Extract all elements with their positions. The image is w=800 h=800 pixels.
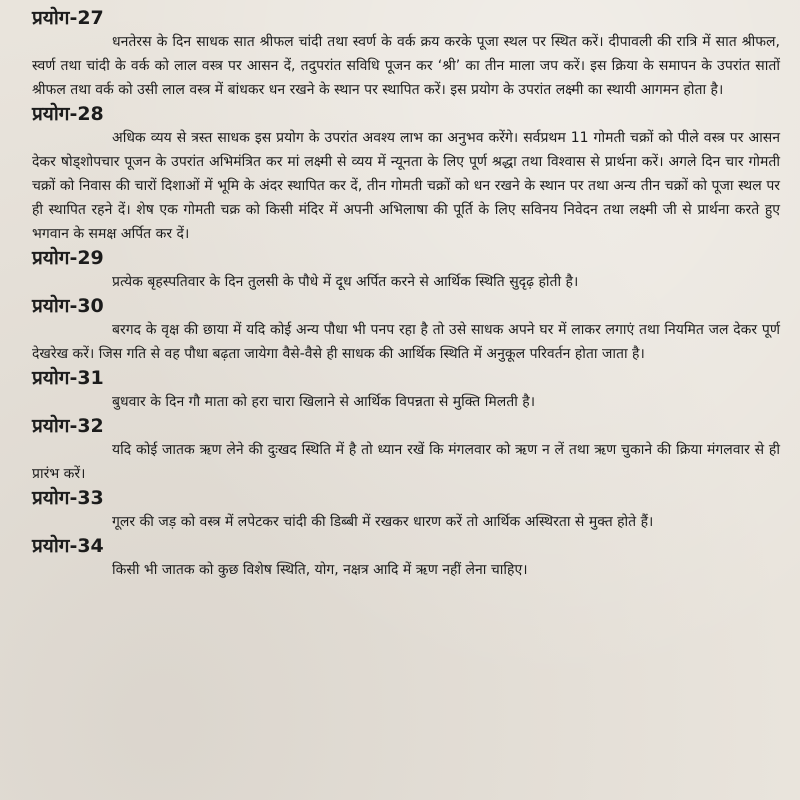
section-paragraph: किसी भी जातक को कुछ विशेष स्थिति, योग, नक्षत्र आदि में ऋण नहीं लेना चाहिए।: [112, 562, 528, 578]
section-prayog-28: [32, 102, 780, 246]
section-prayog-29: [32, 246, 780, 294]
section-heading: प्रयोग-29: [32, 247, 104, 269]
section-paragraph: अधिक व्यय से त्रस्त साधक इस प्रयोग के उपरांत अवश्य लाभ का अनुभव करेंगे। सर्वप्रथम 11 गोमती चक्रों को पीले वस्त्र पर आसन देकर षोड्शोपचार पूजन के उपरांत अभिमंत्रित कर मां लक्ष्मी से व्यय में न्यूनता के लिए पूर्ण श्रद्धा तथा विश्वास से प्रार्थना करें। अगले दिन चार गोमती चक्रों को निवास की चारों दिशाओं में भूमि के अंदर स्थापित कर दें, तीन गोमती चक्रों को धन रखने के स्थान पर तथा अन्य तीन चक्रों को पूजा स्थल पर ही स्थापित रहने दें। शेष एक गोमती चक्र को किसी मंदिर में अपनी अभिलाषा की पूर्ति के लिए सविनय निवेदन तथा लक्ष्मी जी से प्रार्थना करते हुए भगवान के समक्ष अर्पित कर दें।: [32, 130, 780, 242]
section-paragraph: गूलर की जड़ को वस्त्र में लपेटकर चांदी की डिब्बी में रखकर धारण करें तो आर्थिक अस्थिरता से मुक्त होते हैं।: [112, 514, 654, 530]
section-heading: प्रयोग-27: [32, 7, 104, 29]
section-paragraph: प्रत्येक बृहस्पतिवार के दिन तुलसी के पौधे में दूध अर्पित करने से आर्थिक स्थिति सुदृढ़ होती है।: [112, 274, 579, 290]
section-paragraph: धनतेरस के दिन साधक सात श्रीफल चांदी तथा स्वर्ण के वर्क क्रय करके पूजा स्थल पर स्थित करें। दीपावली की रात्रि में सात श्रीफल, स्वर्ण तथा चांदी के वर्क को लाल वस्त्र पर आसन दें, तदुपरांत सविधि पूजन कर ‘श्री’ का तीन माला जप करें। इस क्रिया के समापन के उपरांत सातों श्रीफल तथा वर्क को उसी लाल वस्त्र में बांधकर धन रखने के स्थान पर स्थापित करें। इस प्रयोग के उपरांत लक्ष्मी का स्थायी आगमन होता है।: [32, 34, 780, 98]
section-paragraph: यदि कोई जातक ऋण लेने की दुःखद स्थिति में है तो ध्यान रखें कि मंगलवार को ऋण न लें तथा ऋण चुकाने की क्रिया मंगलवार से ही प्रारंभ करें।: [32, 442, 780, 482]
section-paragraph: बुधवार के दिन गौ माता को हरा चारा खिलाने से आर्थिक विपन्नता से मुक्ति मिलती है।: [112, 394, 536, 410]
section-heading: प्रयोग-31: [32, 367, 104, 389]
section-prayog-31: [32, 366, 780, 414]
section-prayog-34: [32, 534, 780, 582]
section-prayog-27: [32, 6, 780, 102]
section-prayog-33: [32, 486, 780, 534]
section-heading: प्रयोग-30: [32, 295, 104, 317]
section-prayog-32: [32, 414, 780, 486]
section-heading: प्रयोग-34: [32, 535, 104, 557]
section-heading: प्रयोग-28: [32, 103, 104, 125]
section-prayog-30: [32, 294, 780, 366]
section-heading: प्रयोग-32: [32, 415, 104, 437]
section-heading: प्रयोग-33: [32, 487, 104, 509]
section-paragraph: बरगद के वृक्ष की छाया में यदि कोई अन्य पौधा भी पनप रहा है तो उसे साधक अपने घर में लाकर लगाएं तथा नियमित जल देकर पूर्ण देखरेख करें। जिस गति से वह पौधा बढ़ता जायेगा वैसे-वैसे ही साधक की आर्थिक स्थिति में अनुकूल परिवर्तन होता जाता है।: [32, 322, 780, 362]
